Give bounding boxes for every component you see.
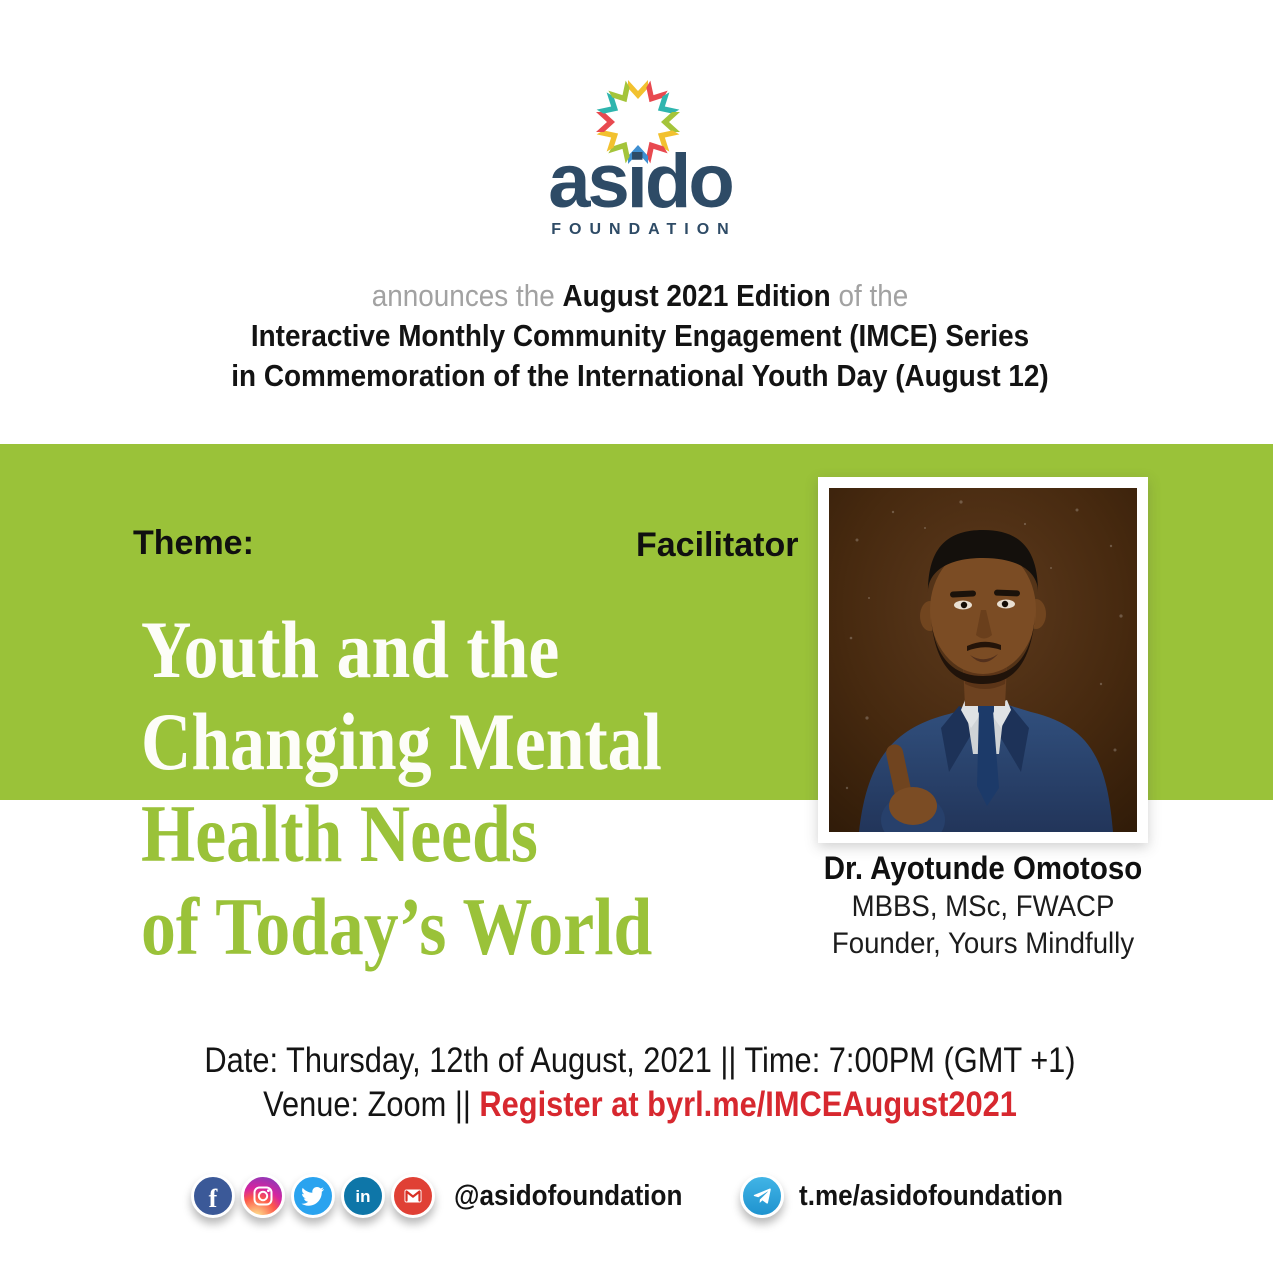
venue-text: Venue: Zoom || [263, 1085, 480, 1124]
theme-title-line-1: Youth and the [141, 604, 560, 695]
facebook-icon[interactable]: f [191, 1174, 235, 1218]
announcement-edition: August 2021 Edition [562, 278, 831, 313]
instagram-icon[interactable] [241, 1174, 285, 1218]
announcement-line-1 [64, 276, 1216, 316]
date-time-line: Date: Thursday, 12th of August, 2021 || Time: 7:00PM (GMT +1) [204, 1041, 1076, 1080]
social-handle: @asidofoundation [453, 1179, 683, 1212]
facilitator-photo [829, 488, 1137, 832]
asido-logo-foundation-text: FOUNDATION [551, 221, 737, 238]
asido-logo-wordmark: asido [548, 139, 732, 224]
facilitator-name: Dr. Ayotunde Omotoso [823, 850, 1143, 886]
announcement-block [0, 276, 1280, 396]
schedule-block [0, 1039, 1280, 1127]
announcement-suffix: of the [830, 278, 909, 313]
gmail-icon[interactable] [391, 1174, 435, 1218]
facilitator-info [788, 848, 1178, 962]
linkedin-icon[interactable]: in [341, 1174, 385, 1218]
venue-line [77, 1083, 1203, 1127]
theme-title-line-4: of Today’s World [141, 881, 653, 972]
facilitator-role: Founder, Yours Mindfully [831, 927, 1135, 960]
facilitator-photo-frame [818, 477, 1148, 843]
announcement-series-line: Interactive Monthly Community Engagement (IMCE) Series [250, 318, 1030, 353]
announcement-prefix: announces the [371, 278, 563, 313]
telegram-handle[interactable]: t.me/asidofoundation [798, 1179, 1063, 1212]
social-row [0, 1174, 1280, 1218]
twitter-icon[interactable] [291, 1174, 335, 1218]
theme-title-line-2: Changing Mental [141, 696, 662, 787]
theme-title-line-3: Health Needs [141, 788, 538, 879]
facilitator-label: Facilitator [636, 526, 799, 564]
telegram-icon[interactable] [740, 1174, 784, 1218]
theme-label: Theme: [133, 524, 254, 562]
announcement-commemoration-line: in Commemoration of the International Youth Day (August 12) [231, 358, 1049, 393]
register-link[interactable]: Register at byrl.me/IMCEAugust2021 [479, 1085, 1017, 1124]
facilitator-credentials: MBBS, MSc, FWACP [851, 890, 1115, 923]
